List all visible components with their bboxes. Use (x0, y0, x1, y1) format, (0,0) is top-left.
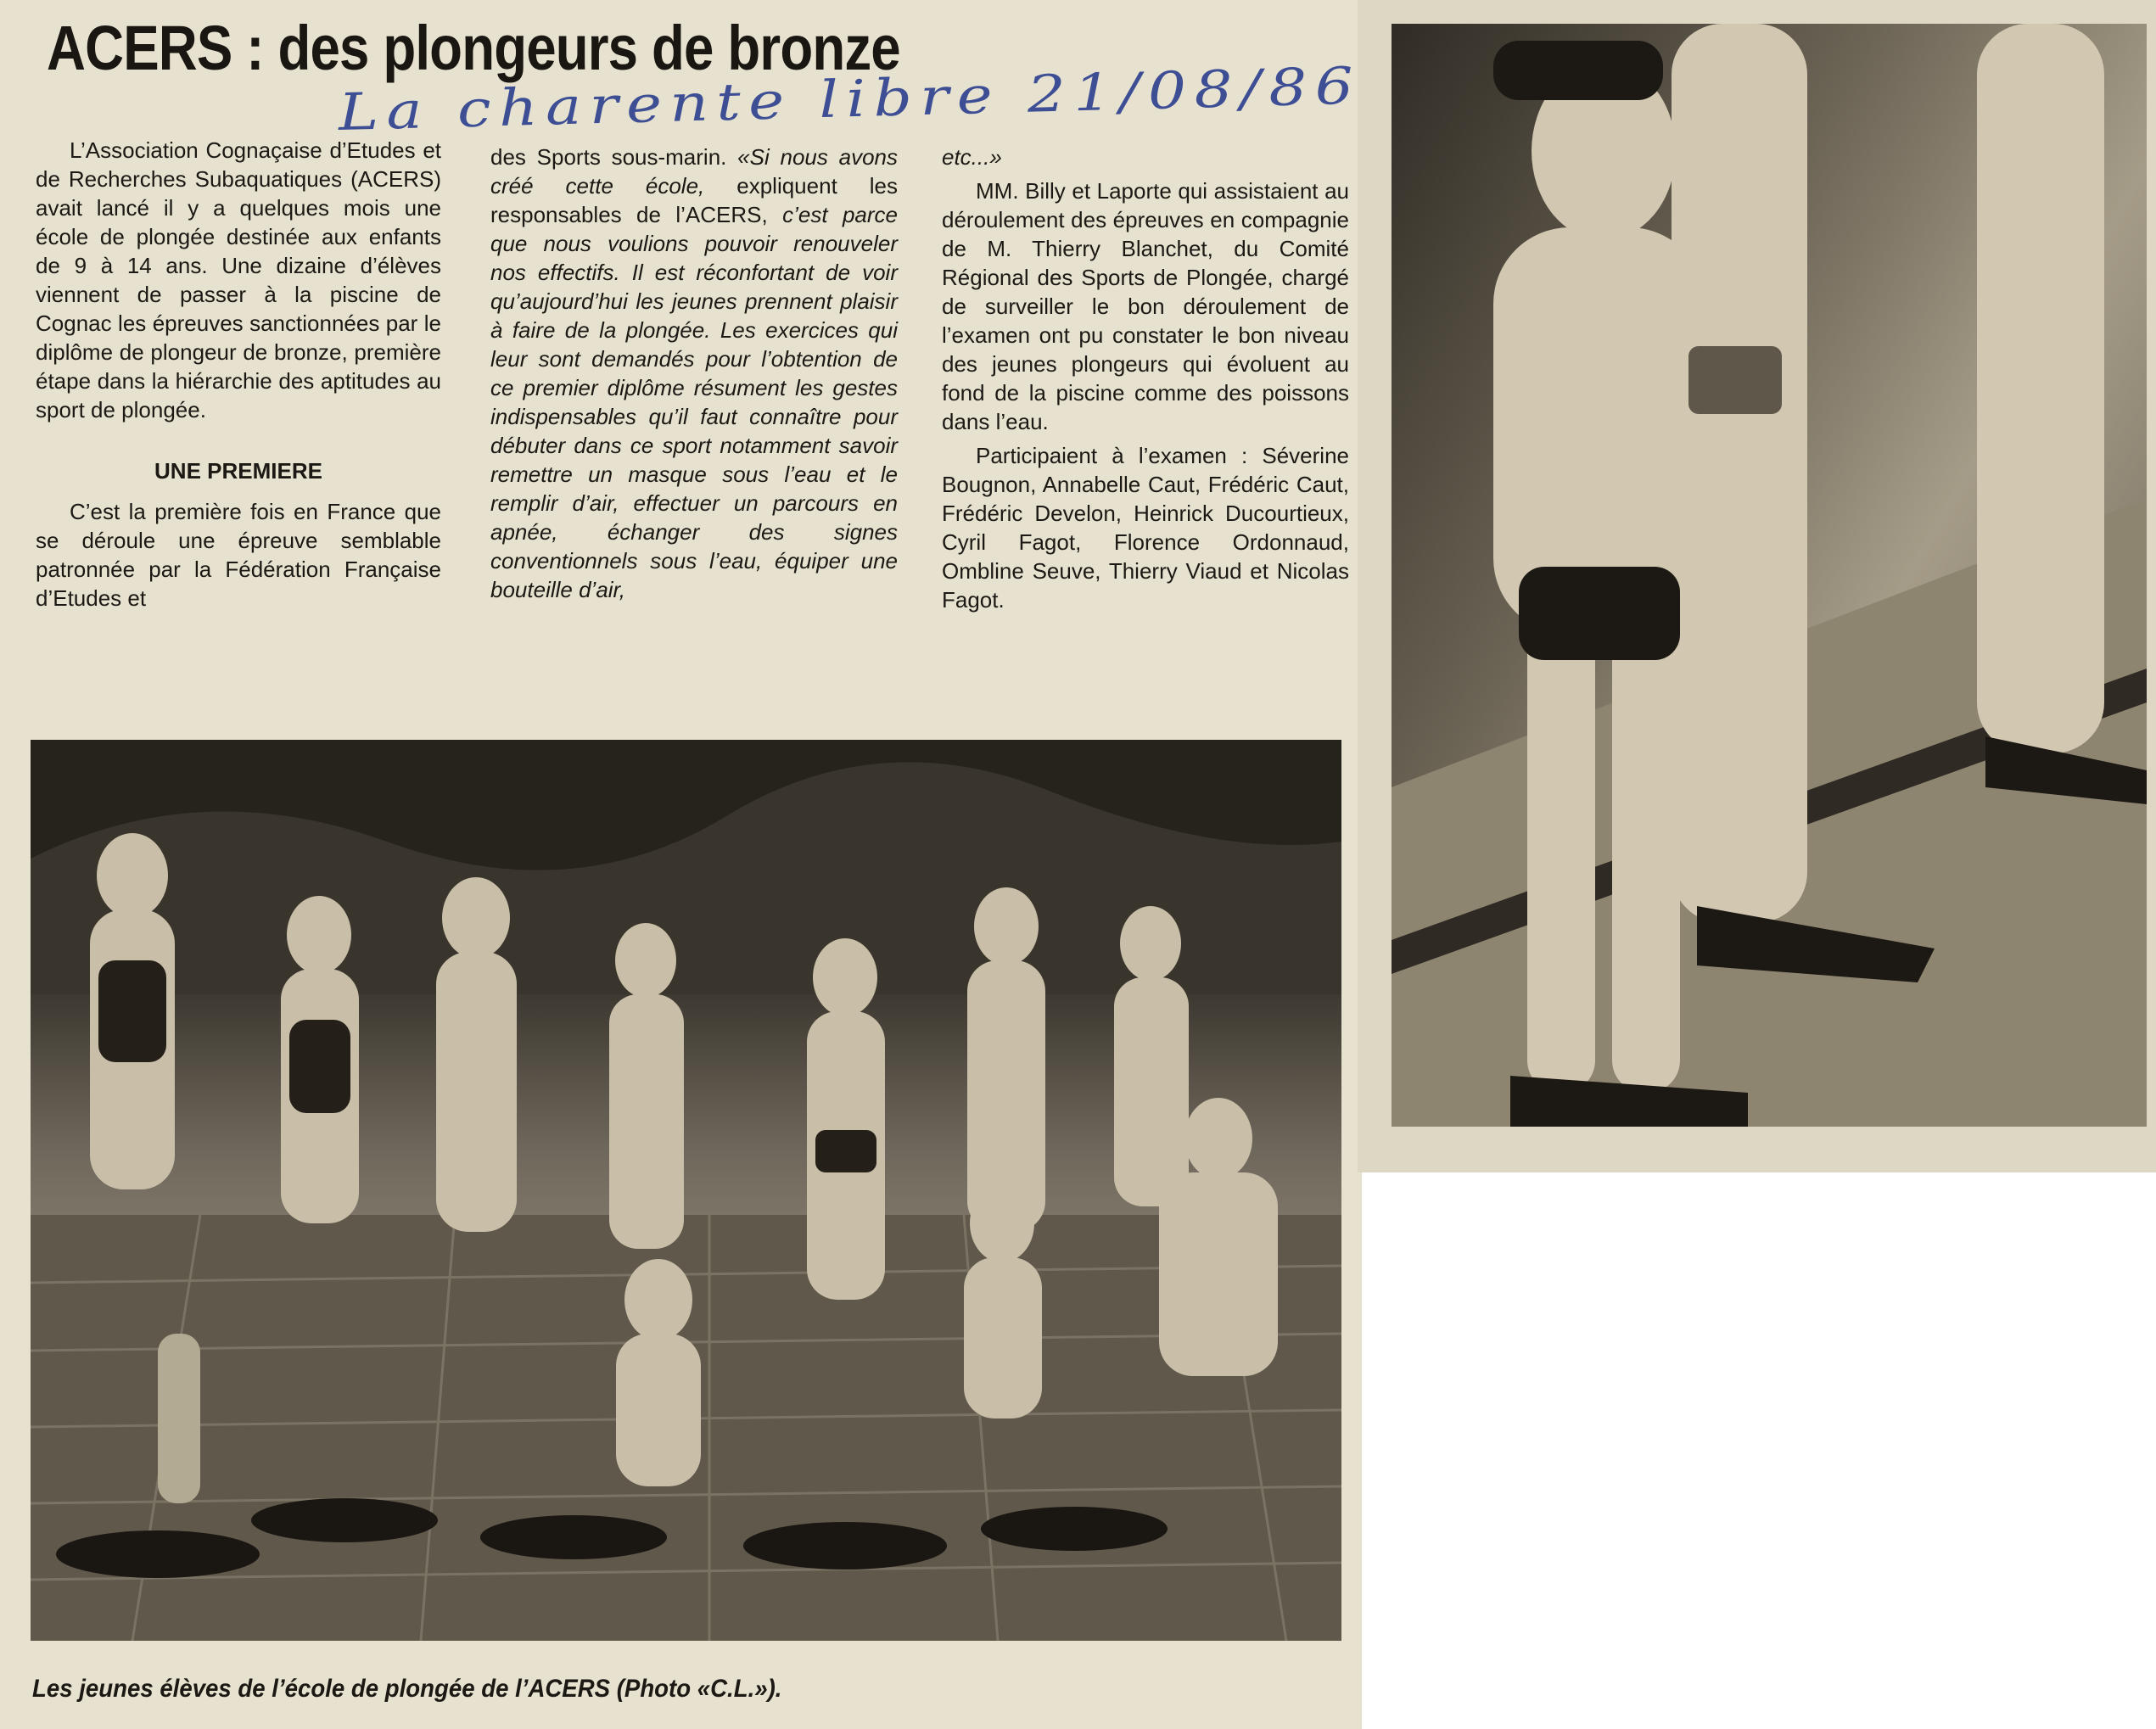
text-run: des Sports sous-marin. (490, 144, 727, 170)
quote-text: c’est parce que nous voulions pouvoir renouveler nos effectifs. Il est réconfortant de voir qu’aujourd’hui les jeunes prennent plaisir à faire de la plongée. Les exercices qui leur sont demandés pour l’obtention de ce premier diplôme résument les gestes indispensables qu’il faut connaître pour débuter dans ce sport notamment savoir remettre un masque sous l’eau et le remplir d’air, effectuer un parcours en apnée, échanger des signes conventionnels sous l’eau, équiper une bouteille d’air, (490, 202, 898, 602)
paragraph: MM. Billy et Laporte qui assistaient au déroulement des épreuves en compagnie de M. Thierry Blanchet, du Comité Régional des Sports de Plongée, chargé de surveiller le bon déroulement de l’examen ont pu constater le bon niveau des jeunes plongeurs qui évoluent au fond de la piscine comme des poissons dans l’eau. (942, 178, 1349, 434)
text-run: expliquent les responsables de l’ACERS, (490, 173, 898, 227)
side-photo (1392, 24, 2147, 1127)
paragraph (490, 143, 898, 604)
group-photo (31, 740, 1341, 1641)
article-column-3 (942, 143, 1349, 619)
group-photo-illustration (31, 740, 1341, 1641)
headline: ACERS : des plongeurs de bronze (47, 13, 900, 83)
paragraph: L’Association Cognaçaise d’Etudes et de Recherches Subaquatiques (ACERS) avait lancé il y a quelques mois une école de plongée destinée aux enfants de 9 à 14 ans. Une dizaine d’élèves viennent de passer à la piscine de Cognac les épreuves sanctionnées par le diplôme de plongeur de bronze, première étape dans la hiérarchie des aptitudes au sport de plongée. (36, 137, 441, 422)
article-column-2 (490, 143, 898, 609)
subheading: UNE PREMIERE (154, 458, 322, 484)
handwritten-annotation: La charente libre 21/08/86 (338, 56, 1363, 143)
paragraph: Participaient à l’examen : Séverine Bougnon, Annabelle Caut, Frédéric Caut, Frédéric Develon, Heinrick Ducourtieux, Cyril Fagot, Florence Ordonnaud, Ombline Seuve, Thierry Viaud et Nicolas Fagot. (942, 443, 1349, 613)
article-column-1 (36, 136, 441, 618)
paragraph: C’est la première fois en France que se déroule une épreuve semblable patronnée par la Fédération Française d’Etudes et (36, 499, 441, 611)
quote-end: etc...» (942, 144, 1002, 170)
photo-caption: Les jeunes élèves de l’école de plongée de l’ACERS (Photo «C.L.»). (32, 1675, 782, 1703)
quote-text: «Si nous avons créé cette école, (490, 144, 898, 199)
side-photo-illustration (1392, 24, 2147, 1127)
